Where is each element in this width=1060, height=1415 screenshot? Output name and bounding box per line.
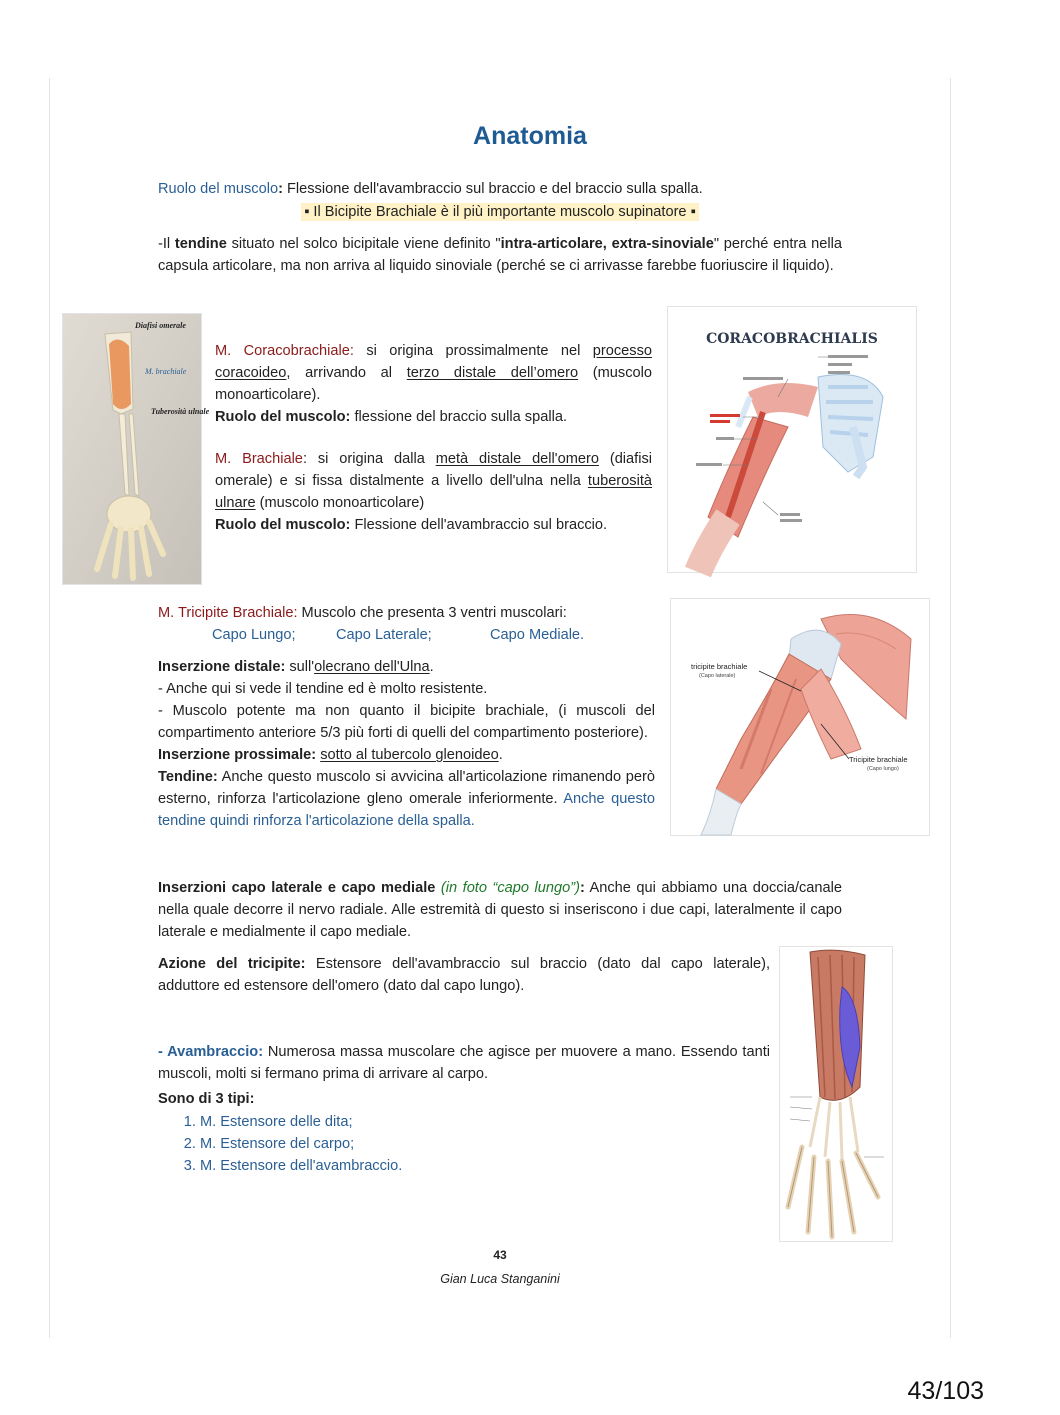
triceps-label-lateral-sub: (Capo laterale) bbox=[699, 673, 736, 679]
triceps-figure bbox=[670, 598, 930, 836]
azione-paragraph bbox=[158, 953, 770, 997]
head-capo-laterale: Capo Laterale; bbox=[336, 627, 432, 643]
brachiale-role-label: Ruolo del muscolo: bbox=[215, 517, 351, 533]
coraco-text-3: (muscolo monoarticolare). bbox=[215, 365, 652, 403]
head-capo-lungo: Capo Lungo; bbox=[212, 627, 296, 643]
brachiale-paragraph bbox=[215, 448, 652, 536]
avambraccio-paragraph bbox=[158, 1041, 770, 1085]
coracobrachialis-figure bbox=[667, 306, 917, 573]
capi-text: Anche qui abbiamo una doccia/canale nella quale decorre il nervo radiale. Alle estremità di questo si inseriscono i due capi, lateralmente il capo laterale e medialmente il capo mediale. bbox=[158, 880, 842, 940]
brachiale-role-text: Flessione dell'avambraccio sul braccio. bbox=[350, 517, 608, 533]
avambraccio-text: Numerosa massa muscolare che agisce per muovere a mano. Essendo tanti muscoli, molti si fermano prima di arrivare al carpo. bbox=[158, 1044, 770, 1082]
coraco-role-label: Ruolo del muscolo: bbox=[215, 409, 351, 425]
coraco-role-text: flessione del braccio sulla spalla. bbox=[350, 409, 567, 425]
page-counter: 43/103 bbox=[907, 1377, 984, 1405]
capi-green-note: (in foto “capo lungo”) bbox=[435, 880, 580, 896]
coracobrachialis-drawing bbox=[668, 307, 916, 572]
ins-distale-label: Inserzione distale: bbox=[158, 659, 286, 675]
azione-text: Estensore dell'avambraccio sul braccio (dato dal capo laterale), adduttore ed estensore dell'omero (dato dal capo lungo). bbox=[158, 956, 770, 994]
tricipite-intro bbox=[158, 602, 658, 624]
azione-label: Azione del tricipite: bbox=[158, 956, 306, 972]
arm-photo bbox=[62, 313, 210, 585]
page-number: 43 bbox=[493, 1248, 507, 1262]
avambraccio-label: - Avambraccio: bbox=[158, 1044, 264, 1060]
tricipite-tendine-label: Tendine: bbox=[158, 769, 218, 785]
intro-role-colon: : bbox=[278, 181, 283, 197]
tricipite-tendine-text: Anche questo muscolo si avvicina all'articolazione rimanendo però esterno, rinforza l'articolazione gleno omerale inferiormente. bbox=[158, 769, 655, 807]
triceps-drawing bbox=[671, 599, 929, 835]
tricipite-text: Muscolo che presenta 3 ventri muscolari: bbox=[297, 605, 567, 621]
brachiale-tuberosita: tuberosità ulnare bbox=[215, 473, 652, 511]
capi-label: Inserzioni capo laterale e capo mediale bbox=[158, 880, 436, 896]
tendine-bold-1: tendine bbox=[174, 236, 227, 252]
forearm-figure bbox=[779, 946, 893, 1242]
tricipite-tendine-blue: Anche questo tendine quindi rinforza l'articolazione della spalla. bbox=[158, 791, 655, 829]
tendine-text-3: " perché entra nella capsula articolare, ma non arriva al liquido sinoviale (perché se ci arrivasse farebbe fuoriuscire il liquido). bbox=[158, 236, 842, 274]
tubercolo-glenoideo: sotto al tubercolo glenoideo bbox=[320, 747, 499, 763]
label-m-brachiale: M. brachiale bbox=[145, 367, 187, 376]
tricipite-line-1: - Anche qui si vede il tendine ed è molto resistente. bbox=[158, 681, 488, 697]
coracobrachiale-paragraph bbox=[215, 340, 652, 428]
coracobrachiale-name: M. Coracobrachiale: bbox=[215, 343, 354, 359]
arm-photo-drawing bbox=[63, 314, 210, 584]
brachiale-text-3: (muscolo monoarticolare) bbox=[255, 495, 425, 511]
list-item: 2. M. Estensore del carpo; bbox=[200, 1133, 558, 1155]
coraco-text-1: si origina prossimalmente nel bbox=[353, 343, 593, 359]
ins-distale-pre: sull' bbox=[285, 659, 315, 675]
intro-highlight-row bbox=[0, 201, 1000, 223]
tricipite-line-2: - Muscolo potente ma non quanto il bicipite brachiale, (i muscoli del compartimento anteriore 5/3 più forti di quelli del compartimento posteriore). bbox=[158, 703, 655, 741]
coraco-processo-coracoideo: processo coracoideo bbox=[215, 343, 652, 381]
brachiale-name: M. Brachiale bbox=[215, 451, 303, 467]
author-name: Gian Luca Stanganini bbox=[440, 1272, 560, 1286]
intro-role-label: Ruolo del muscolo bbox=[158, 181, 279, 197]
head-capo-mediale: Capo Mediale. bbox=[490, 627, 585, 643]
brachiale-meta-distale: metà distale dell'omero bbox=[435, 451, 599, 467]
tendine-text-1: -Il bbox=[158, 236, 175, 252]
capi-colon: : bbox=[579, 880, 585, 896]
tendine-bold-2: intra-articolare, extra-sinoviale bbox=[500, 236, 714, 252]
page-title: Anatomia bbox=[473, 122, 587, 150]
olecrano-ulna: olecrano dell'Ulna bbox=[314, 659, 430, 675]
types-list bbox=[158, 1111, 558, 1177]
ins-distale-post: . bbox=[429, 659, 434, 675]
ins-prossimale-label: Inserzione prossimale: bbox=[158, 747, 317, 763]
page-border-left bbox=[49, 78, 50, 1338]
tricipite-details bbox=[158, 656, 655, 832]
ins-prossimale-post: . bbox=[498, 747, 503, 763]
page-border-right bbox=[950, 78, 951, 1338]
capi-paragraph bbox=[158, 877, 842, 943]
triceps-label-lateral: tricipite brachiale bbox=[691, 662, 748, 671]
tendine-paragraph bbox=[158, 233, 842, 277]
supinator-highlight: ▪ Il Bicipite Brachiale è il più importante muscolo supinatore ▪ bbox=[301, 203, 699, 221]
list-item: 1. M. Estensore delle dita; bbox=[200, 1111, 558, 1133]
list-item: 3. M. Estensore dell'avambraccio. bbox=[200, 1155, 558, 1177]
coraco-text-2: , arrivando al bbox=[286, 365, 407, 381]
coraco-terzo-distale: terzo distale dell’omero bbox=[406, 365, 579, 381]
coracobrachialis-title: CORACOBRACHIALIS bbox=[706, 331, 878, 347]
forearm-drawing bbox=[780, 947, 892, 1241]
types-list-container bbox=[158, 1111, 558, 1177]
brachiale-text-2: (diafisi omerale) e si fissa distalmente a livello dell'ulna nella bbox=[215, 451, 653, 489]
label-tuberosita-ulnale: Tuberosità ulnale bbox=[151, 407, 210, 416]
intro-role-text: Flessione dell'avambraccio sul braccio e del braccio sulla spalla. bbox=[282, 181, 703, 197]
tricipite-name: M. Tricipite Brachiale: bbox=[158, 605, 298, 621]
triceps-label-long-sub: (Capo lungo) bbox=[867, 766, 899, 772]
triceps-label-long: Tricipite brachiale bbox=[849, 755, 908, 764]
tendine-text-2: situato nel solco bicipitale viene definito " bbox=[226, 236, 501, 252]
brachiale-text-1: : si origina dalla bbox=[302, 451, 436, 467]
types-label: Sono di 3 tipi: bbox=[158, 1091, 255, 1107]
label-diafisi-omerale: Diafisi omerale bbox=[135, 321, 186, 330]
intro-role bbox=[158, 178, 848, 200]
